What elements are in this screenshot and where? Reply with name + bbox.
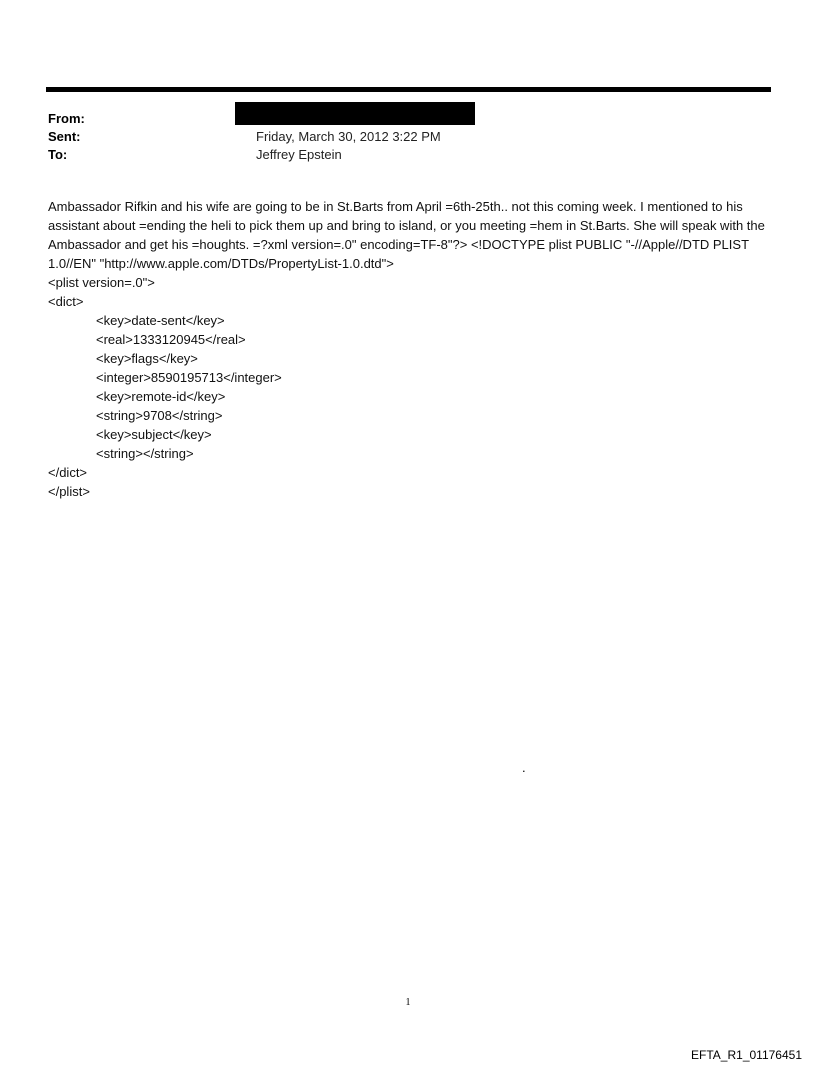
plist-line: <key>date-sent</key> bbox=[96, 313, 225, 328]
header-divider bbox=[46, 87, 771, 92]
sent-value: Friday, March 30, 2012 3:22 PM bbox=[256, 129, 441, 144]
to-row bbox=[48, 146, 748, 164]
stray-mark: . bbox=[522, 760, 526, 775]
plist-line: <key>flags</key> bbox=[96, 351, 198, 366]
to-value: Jeffrey Epstein bbox=[256, 147, 342, 162]
from-row bbox=[48, 110, 748, 128]
from-label: From: bbox=[48, 111, 85, 126]
plist-line: <string>9708</string> bbox=[96, 408, 223, 423]
email-body bbox=[48, 197, 768, 501]
sent-label: Sent: bbox=[48, 129, 81, 144]
document-id: EFTA_R1_01176451 bbox=[691, 1048, 802, 1062]
plist-line: <key>remote-id</key> bbox=[96, 389, 226, 404]
plist-line: <integer>8590195713</integer> bbox=[96, 370, 282, 385]
page-number: 1 bbox=[405, 997, 411, 1008]
plist-line: <plist version=.0"> bbox=[48, 275, 155, 290]
to-label: To: bbox=[48, 147, 68, 162]
plist-line: <string></string> bbox=[96, 446, 194, 461]
email-header bbox=[48, 110, 748, 164]
plist-line: </plist> bbox=[48, 484, 90, 499]
plist-line: <dict> bbox=[48, 294, 84, 309]
plist-line: <key>subject</key> bbox=[96, 427, 212, 442]
plist-block bbox=[48, 273, 768, 501]
sent-row bbox=[48, 128, 748, 146]
plist-line: </dict> bbox=[48, 465, 88, 480]
redacted-sender bbox=[235, 102, 475, 125]
body-paragraph: Ambassador Rifkin and his wife are going to be in St.Barts from April =6th-25th.. not this coming week. I mentioned to his assistant about =ending the heli to pick them up and bring to island, or you meeting =hem in St.Barts. She will speak with the Ambassador and get his =houghts. =?xml version=.0" encoding=TF-8"?> <!DOCTYPE plist PUBLIC "-//Apple//DTD PLIST 1.0//EN" "http://www.apple.com/DTDs/PropertyList-1.0.dtd"> bbox=[48, 199, 765, 271]
plist-line: <real>1333120945</real> bbox=[96, 332, 246, 347]
